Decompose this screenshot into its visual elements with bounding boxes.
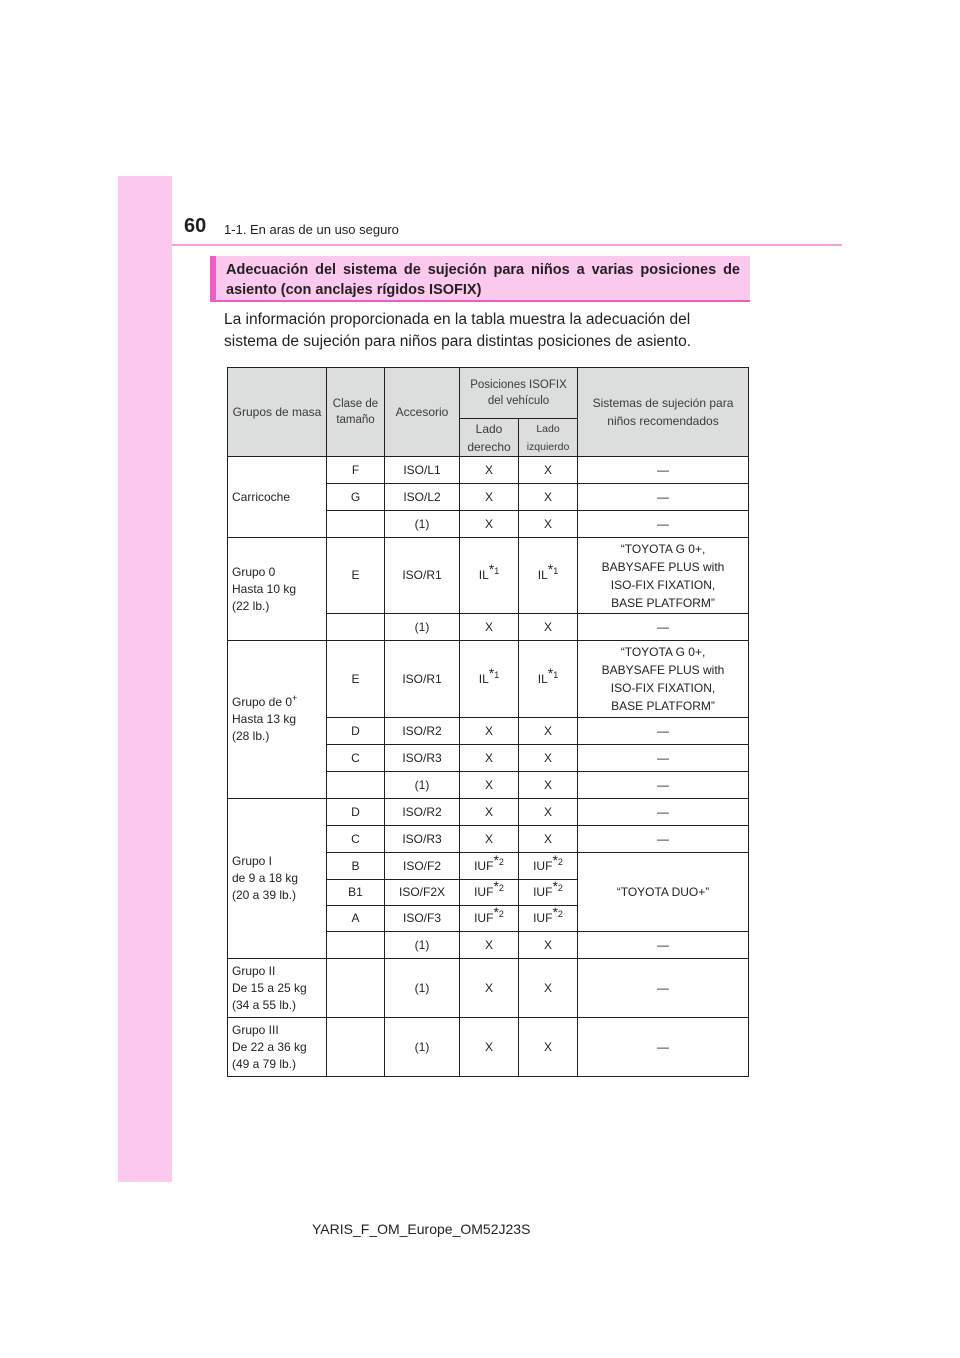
right-cell: X — [460, 718, 519, 745]
recommended-cell: — — [578, 457, 749, 484]
group-range-lb: (22 lb.) — [232, 598, 270, 613]
group-2 — [228, 959, 327, 1018]
group-carrycot: Carricoche — [228, 457, 327, 538]
fixture-cell: ISO/R3 — [385, 745, 460, 772]
size-class-cell — [327, 1018, 385, 1077]
header-left-side: Lado izquierdo — [519, 419, 578, 457]
left-cell: IUF$^{*2}$ — [519, 853, 578, 880]
section-title: 1-1. En aras de un uso seguro — [224, 222, 399, 237]
header-size-class: Clase de tamaño — [327, 368, 385, 457]
header-mass-group: Grupos de masa — [228, 368, 327, 457]
fixture-cell: ISO/L1 — [385, 457, 460, 484]
fixture-cell: (1) — [385, 1018, 460, 1077]
intro-paragraph: La información proporcionada en la tabla muestra la adecuación del sistema de sujeción para niños para distintas posiciones de asiento. — [224, 311, 691, 350]
fixture-cell: (1) — [385, 511, 460, 538]
fixture-cell: ISO/R2 — [385, 718, 460, 745]
size-class-cell — [327, 511, 385, 538]
size-class-cell — [327, 772, 385, 799]
fixture-cell: ISO/R1 — [385, 641, 460, 718]
group-range: Hasta 10 kg — [232, 581, 297, 596]
group-range: Hasta 13 kg — [232, 712, 297, 726]
size-class-cell: F — [327, 457, 385, 484]
fixture-cell: (1) — [385, 959, 460, 1018]
right-cell: IL$^{*1}$ — [460, 538, 519, 614]
right-cell: X — [460, 614, 519, 641]
size-class-cell — [327, 932, 385, 959]
recommended-cell: — — [578, 799, 749, 826]
group-range: De 22 a 36 kg — [232, 1039, 307, 1054]
left-cell: X — [519, 745, 578, 772]
header-isofix-positions: Posiciones ISOFIX del vehículo — [460, 368, 578, 419]
group-name: Grupo II — [232, 963, 276, 978]
isofix-suitability-table — [227, 367, 749, 1077]
side-tab-band — [118, 176, 172, 1182]
group-0 — [228, 538, 327, 641]
recommended-cell: — — [578, 959, 749, 1018]
right-cell: X — [460, 799, 519, 826]
right-cell: X — [460, 457, 519, 484]
group-1 — [228, 799, 327, 959]
left-cell: IL$^{*1}$ — [519, 538, 578, 614]
recommended-cell: — — [578, 614, 749, 641]
recommended-cell: — — [578, 932, 749, 959]
left-cell: X — [519, 484, 578, 511]
header-recommended: Sistemas de sujeción para niños recomendados — [578, 368, 749, 457]
fixture-cell: ISO/R3 — [385, 826, 460, 853]
recommended-cell: — — [578, 484, 749, 511]
group-name: Grupo 0 — [232, 564, 276, 579]
page-number: 60 — [184, 215, 207, 237]
left-cell: X — [519, 511, 578, 538]
left-cell: X — [519, 932, 578, 959]
right-cell: IL$^{*1}$ — [460, 641, 519, 718]
fixture-cell: ISO/F3 — [385, 906, 460, 932]
size-class-cell: C — [327, 745, 385, 772]
size-class-cell: B1 — [327, 880, 385, 906]
header-fixture: Accesorio — [385, 368, 460, 457]
recommended-cell: — — [578, 718, 749, 745]
recommended-cell-duo: “TOYOTA DUO+” — [578, 853, 749, 932]
recommended-cell: “TOYOTA G 0+, BABYSAFE PLUS with ISO-FIX FIXATION, BASE PLATFORM” — [578, 538, 749, 614]
header-rule — [172, 244, 842, 246]
size-class-cell: B — [327, 853, 385, 880]
group-range-lb: (20 a 39 lb.) — [232, 888, 297, 902]
right-cell: IUF$^{*2}$ — [460, 880, 519, 906]
footer-doc-code: YARIS_F_OM_Europe_OM52J23S — [312, 1221, 531, 1237]
recommended-cell: “TOYOTA G 0+, BABYSAFE PLUS with ISO-FIX FIXATION, BASE PLATFORM” — [578, 641, 749, 718]
left-cell: X — [519, 826, 578, 853]
right-cell: X — [460, 826, 519, 853]
left-cell: X — [519, 799, 578, 826]
group-name: Grupo I — [232, 854, 273, 868]
fixture-cell: (1) — [385, 772, 460, 799]
left-cell: X — [519, 959, 578, 1018]
section-heading: Adecuación del sistema de sujeción para niños a varias posiciones de asiento (con anclajes rígidos ISOFIX) — [210, 256, 750, 302]
right-cell: X — [460, 959, 519, 1018]
left-cell: X — [519, 457, 578, 484]
size-class-cell: A — [327, 906, 385, 932]
group-0-plus: Grupo de 0+ Hasta 13 kg (28 lb.) — [228, 641, 327, 799]
size-class-cell: C — [327, 826, 385, 853]
recommended-cell: — — [578, 511, 749, 538]
recommended-cell: — — [578, 772, 749, 799]
group-name: Grupo de 0 — [232, 695, 293, 709]
fixture-cell: (1) — [385, 932, 460, 959]
left-cell: X — [519, 718, 578, 745]
left-cell: IL$^{*1}$ — [519, 641, 578, 718]
left-cell: IUF$^{*2}$ — [519, 906, 578, 932]
recommended-cell: — — [578, 826, 749, 853]
right-cell: X — [460, 772, 519, 799]
fixture-cell: ISO/R2 — [385, 799, 460, 826]
size-class-cell — [327, 959, 385, 1018]
left-cell: X — [519, 1018, 578, 1077]
fixture-cell: ISO/R1 — [385, 538, 460, 614]
fixture-cell: (1) — [385, 614, 460, 641]
right-cell: X — [460, 932, 519, 959]
recommended-cell: — — [578, 1018, 749, 1077]
size-class-cell: D — [327, 718, 385, 745]
group-3 — [228, 1018, 327, 1077]
fixture-cell: ISO/L2 — [385, 484, 460, 511]
fixture-cell: ISO/F2 — [385, 853, 460, 880]
right-cell: X — [460, 484, 519, 511]
header-right-side: Lado derecho — [460, 419, 519, 457]
right-cell: X — [460, 1018, 519, 1077]
size-class-cell: E — [327, 641, 385, 718]
left-cell: X — [519, 772, 578, 799]
right-cell: X — [460, 511, 519, 538]
group-range-lb: (28 lb.) — [232, 729, 270, 743]
right-cell: IUF$^{*2}$ — [460, 906, 519, 932]
group-range-lb: (34 a 55 lb.) — [232, 997, 297, 1012]
group-name: Grupo III — [232, 1022, 279, 1037]
group-range: de 9 a 18 kg — [232, 871, 299, 885]
group-range-lb: (49 a 79 lb.) — [232, 1056, 297, 1071]
recommended-cell: — — [578, 745, 749, 772]
group-range: De 15 a 25 kg — [232, 980, 307, 995]
left-cell: IUF$^{*2}$ — [519, 880, 578, 906]
size-class-cell: E — [327, 538, 385, 614]
size-class-cell: D — [327, 799, 385, 826]
fixture-cell: ISO/F2X — [385, 880, 460, 906]
right-cell: IUF$^{*2}$ — [460, 853, 519, 880]
size-class-cell: G — [327, 484, 385, 511]
size-class-cell — [327, 614, 385, 641]
left-cell: X — [519, 614, 578, 641]
right-cell: X — [460, 745, 519, 772]
